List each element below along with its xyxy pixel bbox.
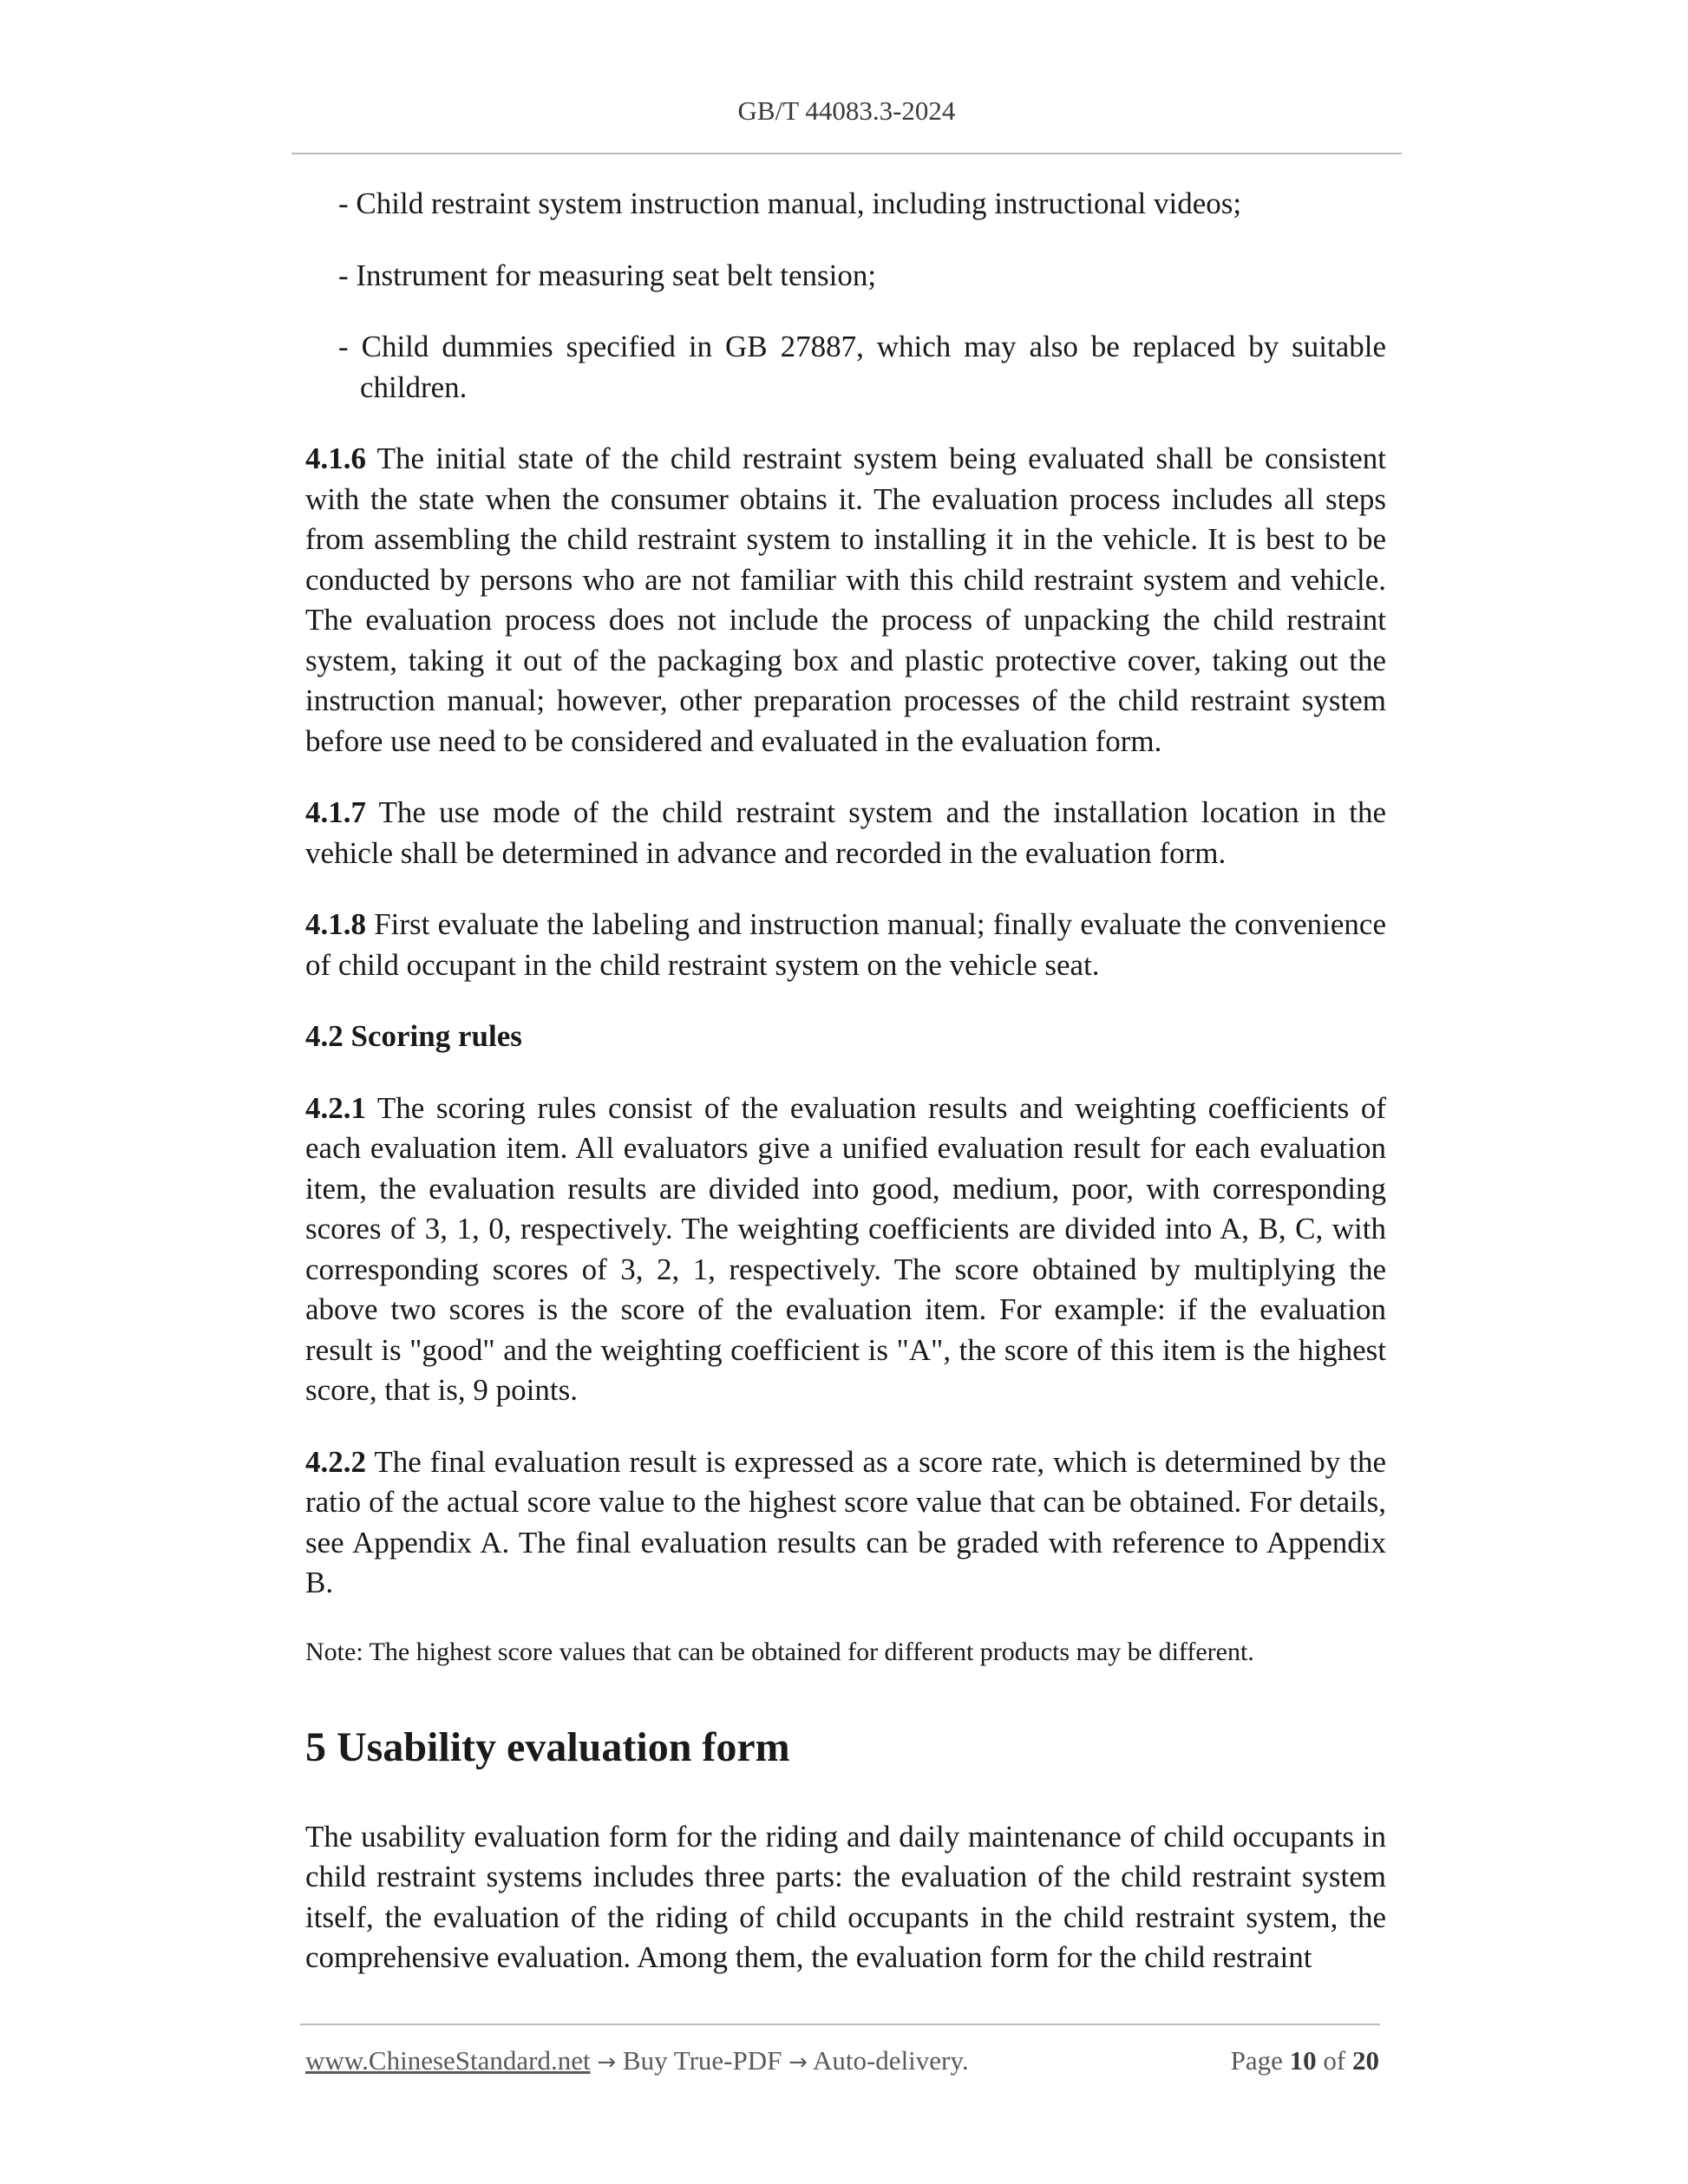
note: Note: The highest score values that can be obtained for different products may be different.	[305, 1637, 1254, 1666]
clause-4-1-8	[305, 905, 1386, 985]
chapter-title: 5 Usability evaluation form	[305, 1723, 790, 1770]
of-label: of	[1323, 2045, 1346, 2076]
doc-code: GB/T 44083.3-2024	[737, 95, 956, 126]
clause-4-1-6	[305, 439, 1386, 762]
clause-number: 4.1.6	[305, 441, 366, 475]
header-divider	[291, 153, 1402, 154]
list-item: - Instrument for measuring seat belt tension;	[338, 258, 877, 292]
page-label: Page	[1230, 2045, 1283, 2076]
list-item: - Child restraint system instruction manual, including instructional videos;	[338, 186, 1242, 220]
list-item: - Child dummies specified in GB 27887, which may also be replaced by suitable children.	[338, 330, 1386, 404]
chapter-intro: The usability evaluation form for the riding and daily maintenance of child occupants in child restraint systems includes three parts: the evaluation of the child restraint system itself, the evaluation of the riding of child occupants in the child restraint system, the comprehensive evaluation. Among them, the evaluation form for the child restraint	[305, 1819, 1386, 1974]
clause-text: The initial state of the child restraint system being evaluated shall be consistent with the state when the consumer obtains it. The evaluation process includes all steps from assembling the child restraint system to installing it in the vehicle. It is best to be conducted by persons who are not familiar with this child restraint system and vehicle. The evaluation process does not include the process of unpacking the child restraint system, taking it out of the packaging box and plastic protective cover, taking out the instruction manual; however, other preparation processes of the child restraint system before use need to be considered and evaluated in the evaluation form.	[305, 441, 1386, 758]
page-indicator	[1231, 2045, 1379, 2076]
clause-text: First evaluate the labeling and instruction manual; finally evaluate the convenience of child occupant in the child restraint system on the vehicle seat.	[305, 907, 1387, 982]
delivery-text: Auto-delivery.	[812, 2045, 969, 2076]
clause-text: The scoring rules consist of the evaluation results and weighting coefficients of each evaluation item. All evaluators give a unified evaluation result for each evaluation item, the evaluation results are divided into good, medium, poor, with corresponding scores of 3, 1, 0, respectively. The weighting coefficients are divided into A, B, C, with corresponding scores of 3, 2, 1, respectively. The score obtained by multiplying the above two scores is the score of the evaluation item. For example: if the evaluation result is "good" and the weighting coefficient is "A", the score of this item is the highest score, that is, 9 points.	[305, 1090, 1386, 1407]
clause-number: 4.1.8	[305, 907, 366, 941]
total-pages: 20	[1352, 2045, 1379, 2076]
arrow-right-icon: →	[597, 2050, 617, 2076]
clause-4-1-7	[305, 793, 1386, 873]
page-header	[291, 95, 1402, 127]
clause-text: The use mode of the child restraint system and the installation location in the vehicle shall be determined in advance and recorded in the evaluation form.	[305, 795, 1386, 870]
clause-number: 4.1.7	[305, 795, 366, 829]
clause-4-2-2	[305, 1442, 1386, 1604]
footer-promo	[305, 2045, 969, 2076]
page-content	[305, 184, 1386, 2010]
page-number: 10	[1289, 2045, 1317, 2076]
clause-text: The final evaluation result is expressed as a score rate, which is determined by the ratio of the actual score value to the highest score value that can be obtained. For details, see Appendix A. The final evaluation results can be graded with reference to Appendix B.	[305, 1444, 1386, 1599]
clause-number: 4.2.1	[305, 1090, 366, 1125]
clause-4-2-1	[305, 1089, 1386, 1411]
arrow-right-icon: →	[788, 2050, 808, 2076]
clause-number: 4.2.2	[305, 1444, 366, 1479]
section-heading: 4.2 Scoring rules	[305, 1019, 522, 1053]
buy-text: Buy True-PDF	[622, 2045, 782, 2076]
footer-divider	[300, 2024, 1380, 2025]
site-link[interactable]: www.ChineseStandard.net	[305, 2045, 591, 2076]
